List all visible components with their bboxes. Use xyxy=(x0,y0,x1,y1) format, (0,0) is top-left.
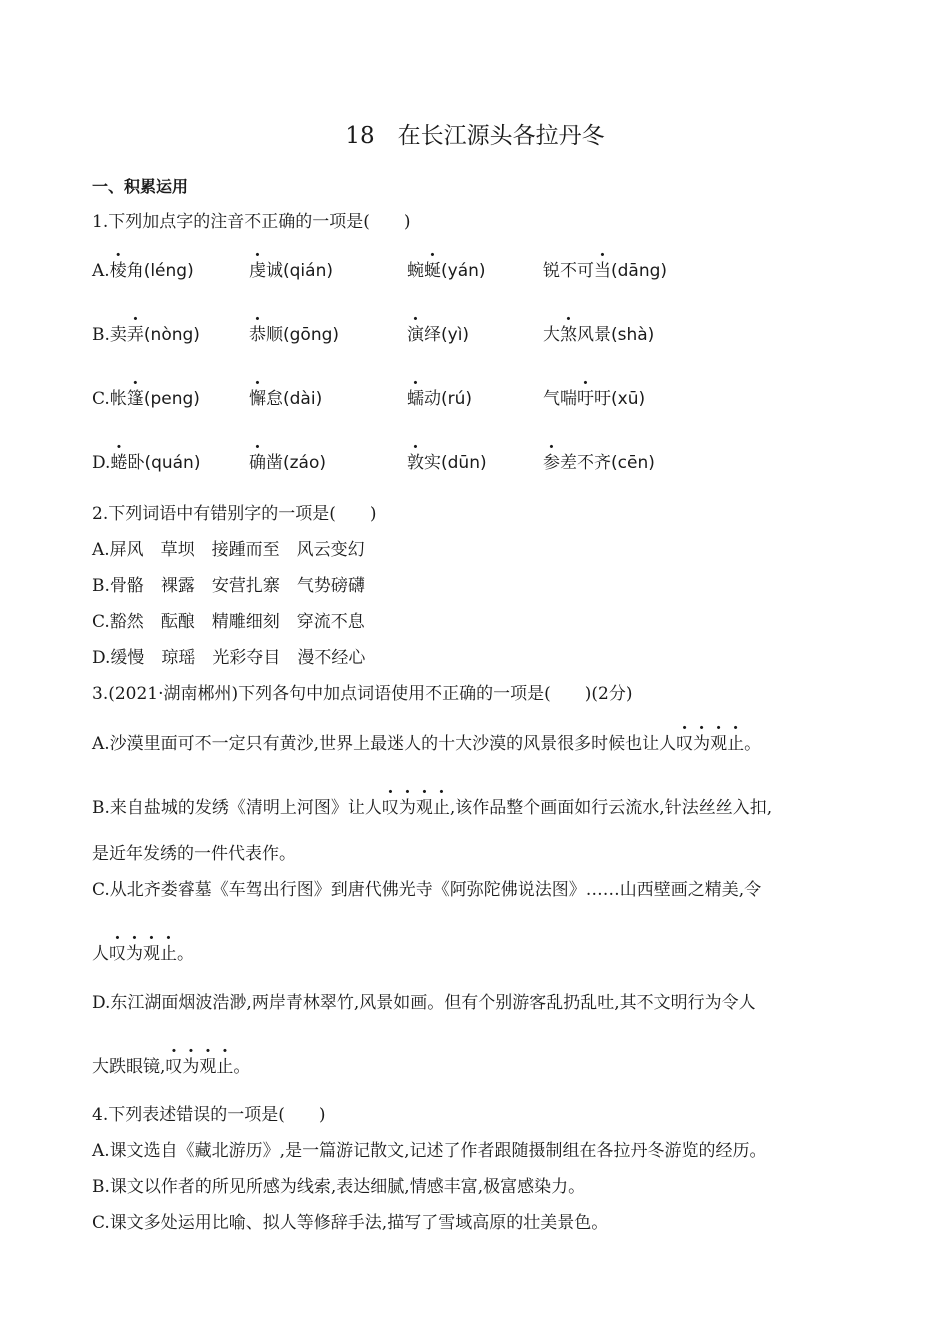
text: ,该作品整个画面如行云流水,针法丝丝入扣, xyxy=(449,798,773,818)
question-3-option-a xyxy=(92,733,761,755)
word-text: 卖 xyxy=(109,325,127,345)
option-item xyxy=(92,260,194,282)
word-text: 差不齐 xyxy=(560,453,611,473)
question-3-option-c-line2 xyxy=(92,943,194,965)
option-item xyxy=(407,324,469,346)
option-item xyxy=(249,452,326,474)
word-text: 吁 xyxy=(594,389,611,409)
dotted-char: 吁 xyxy=(577,389,594,409)
question-4-option-c: C.课文多处运用比喻、拟人等修辞手法,描写了雪域高原的壮美景色。 xyxy=(92,1213,609,1233)
dotted-char: 观 xyxy=(415,798,433,818)
dotted-char: 叹 xyxy=(109,944,126,964)
word-text: 绎 xyxy=(424,325,441,345)
dotted-char: 观 xyxy=(143,944,160,964)
option-item xyxy=(249,388,322,410)
dotted-char: 参 xyxy=(543,453,560,473)
text: B.来自盐城的发绣《清明上河图》让人 xyxy=(92,798,382,818)
word-text: 风景 xyxy=(577,325,611,345)
question-2-option-b: B.骨骼 裸露 安营扎寨 气势磅礴 xyxy=(92,576,365,596)
question-3-option-b-line2: 是近年发绣的一件代表作。 xyxy=(92,844,296,864)
question-2-option-c: C.豁然 酝酿 精雕细刻 穿流不息 xyxy=(92,612,365,632)
pinyin: (quán) xyxy=(144,453,201,473)
dotted-char: 棱 xyxy=(109,261,127,281)
question-2-stem: 2.下列词语中有错别字的一项是( ) xyxy=(92,504,377,524)
text: 大跌眼镜, xyxy=(92,1057,166,1077)
word-text: 怠 xyxy=(266,389,283,409)
dotted-char: 篷 xyxy=(126,389,144,409)
question-3-option-b xyxy=(92,797,772,819)
option-label: B. xyxy=(92,325,110,345)
word-text: 锐不可 xyxy=(543,261,594,281)
option-label: A. xyxy=(92,261,110,281)
question-4-stem: 4.下列表述错误的一项是( ) xyxy=(92,1105,326,1125)
word-text: 气喘 xyxy=(543,389,577,409)
pinyin: (cēn) xyxy=(611,453,655,473)
page-title: 18 在长江源头各拉丹冬 xyxy=(345,123,605,149)
dotted-char: 弄 xyxy=(126,325,144,345)
option-label: C. xyxy=(92,389,110,409)
dotted-char: 止 xyxy=(432,798,450,818)
pinyin: (xū) xyxy=(611,389,646,409)
option-item xyxy=(543,324,654,346)
text: 。 xyxy=(177,944,194,964)
question-4-option-b: B.课文以作者的所见所感为线索,表达细腻,情感丰富,极富感染力。 xyxy=(92,1177,586,1197)
pinyin: (yì) xyxy=(441,325,470,345)
word-text: 角 xyxy=(126,261,144,281)
dotted-char: 煞 xyxy=(560,325,577,345)
option-item xyxy=(407,452,487,474)
text: A.沙漠里面可不一定只有黄沙,世界上最迷人的十大沙漠的风景很多时候也让人 xyxy=(92,734,677,754)
dotted-char: 为 xyxy=(693,734,711,754)
question-2-option-d: D.缓慢 琼瑶 光彩夺目 漫不经心 xyxy=(92,648,366,668)
question-3-option-c: C.从北齐娄睿墓《车驾出行图》到唐代佛光寺《阿弥陀佛说法图》……山西壁画之精美,令 xyxy=(92,880,762,900)
pinyin: (gōng) xyxy=(283,325,340,345)
dotted-char: 恭 xyxy=(249,325,266,345)
dotted-char: 懈 xyxy=(249,389,266,409)
dotted-char: 蠕 xyxy=(407,389,424,409)
question-4-option-a: A.课文选自《藏北游历》,是一篇游记散文,记述了作者跟随摄制组在各拉丹冬游览的经历。 xyxy=(92,1141,767,1161)
section-heading: 一、积累运用 xyxy=(92,177,189,196)
dotted-char: 观 xyxy=(199,1057,217,1077)
option-item xyxy=(543,452,655,474)
dotted-phrase xyxy=(676,734,744,754)
option-item xyxy=(543,388,645,410)
pinyin: (rú) xyxy=(441,389,473,409)
word-text: 卧 xyxy=(127,453,145,473)
dotted-char: 演 xyxy=(407,325,424,345)
pinyin: (shà) xyxy=(611,325,655,345)
pinyin: (nòng) xyxy=(143,325,200,345)
text: 。 xyxy=(744,734,762,754)
word-text: 蜿 xyxy=(407,261,424,281)
option-item xyxy=(92,452,200,474)
word-text: 诚 xyxy=(266,261,283,281)
pinyin: (peng) xyxy=(143,389,200,409)
word-text: 实 xyxy=(424,453,441,473)
dotted-char: 蜷 xyxy=(110,453,128,473)
dotted-char: 叹 xyxy=(165,1057,183,1077)
pinyin: (záo) xyxy=(283,453,327,473)
question-1-stem: 1.下列加点字的注音不正确的一项是( ) xyxy=(92,212,411,232)
question-2-option-a: A.屏风 草坝 接踵而至 风云变幻 xyxy=(92,540,365,560)
word-text: 帐 xyxy=(109,389,127,409)
option-label: D. xyxy=(92,453,111,473)
question-3-option-d-line2 xyxy=(92,1056,250,1078)
dotted-char: 叹 xyxy=(381,798,399,818)
word-text: 动 xyxy=(424,389,441,409)
text: 人 xyxy=(92,944,109,964)
dotted-char: 为 xyxy=(182,1057,200,1077)
dotted-char: 止 xyxy=(160,944,177,964)
dotted-phrase xyxy=(165,1057,233,1077)
option-item xyxy=(92,388,200,410)
option-item xyxy=(407,388,472,410)
word-text: 凿 xyxy=(266,453,283,473)
option-item xyxy=(249,260,333,282)
dotted-char: 虔 xyxy=(249,261,266,281)
dotted-char: 蜒 xyxy=(424,261,441,281)
word-text: 顺 xyxy=(266,325,283,345)
dotted-char: 确 xyxy=(249,453,266,473)
dotted-char: 为 xyxy=(398,798,416,818)
text: 。 xyxy=(233,1057,251,1077)
pinyin: (léng) xyxy=(143,261,194,281)
dotted-char: 当 xyxy=(594,261,611,281)
pinyin: (dūn) xyxy=(441,453,487,473)
pinyin: (dài) xyxy=(283,389,323,409)
dotted-phrase xyxy=(109,944,177,964)
option-item xyxy=(407,260,486,282)
dotted-phrase xyxy=(382,798,450,818)
dotted-char: 止 xyxy=(216,1057,234,1077)
question-3-option-d: D.东江湖面烟波浩渺,两岸青林翠竹,风景如画。但有个别游客乱扔乱吐,其不文明行为令人 xyxy=(92,993,756,1013)
option-item xyxy=(92,324,200,346)
question-3-stem: 3.(2021·湖南郴州)下列各句中加点词语使用不正确的一项是( )(2分) xyxy=(92,684,633,704)
pinyin: (dāng) xyxy=(611,261,668,281)
dotted-char: 叹 xyxy=(676,734,694,754)
dotted-char: 观 xyxy=(710,734,728,754)
word-text: 大 xyxy=(543,325,560,345)
dotted-char: 为 xyxy=(126,944,143,964)
dotted-char: 敦 xyxy=(407,453,424,473)
pinyin: (qián) xyxy=(283,261,333,281)
option-item xyxy=(249,324,339,346)
dotted-char: 止 xyxy=(727,734,745,754)
pinyin: (yán) xyxy=(441,261,486,281)
option-item xyxy=(543,260,667,282)
